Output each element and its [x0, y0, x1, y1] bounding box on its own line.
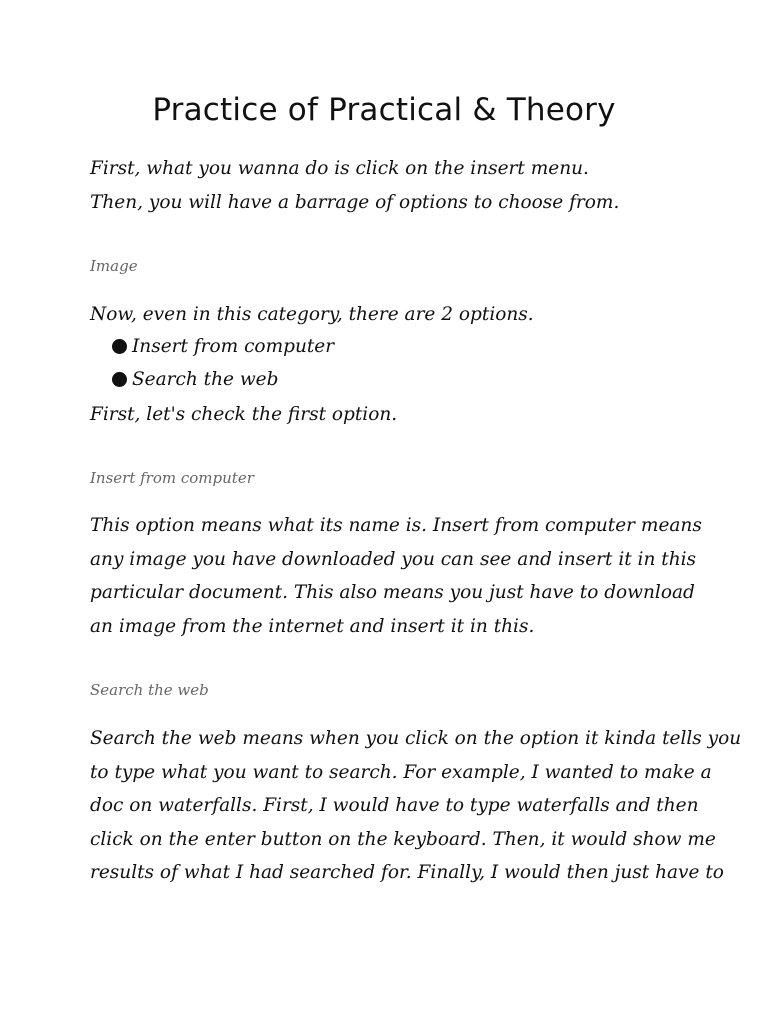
paragraph-line: results of what I had searched for. Finally, I would then just have to	[90, 862, 724, 884]
bullet-item	[112, 369, 278, 390]
paragraph-line: an image from the internet and insert it in this.	[90, 615, 535, 637]
section-heading-insert-from-computer: Insert from computer	[90, 469, 254, 487]
section-heading-search-the-web: Search the web	[90, 681, 209, 699]
image-lead-paragraph: Now, even in this category, there are 2 options.	[90, 304, 534, 325]
paragraph-line: particular document. This also means you just have to download	[90, 582, 695, 604]
paragraph-line: to type what you want to search. For example, I wanted to make a	[90, 761, 712, 783]
bullet-item-label: Insert from computer	[132, 336, 335, 357]
bullet-item-label: Search the web	[132, 369, 279, 390]
image-after-paragraph: First, let's check the first option.	[90, 404, 398, 425]
paragraph-line: Search the web means when you click on the option it kinda tells you	[90, 728, 742, 749]
intro-line: First, what you wanna do is click on the insert menu.	[90, 158, 589, 179]
paragraph-line: click on the enter button on the keyboard. Then, it would show me	[90, 828, 716, 850]
page-title: Practice of Practical & Theory	[152, 92, 616, 128]
section-heading-image: Image	[90, 257, 138, 275]
intro-line: Then, you will have a barrage of options to choose from.	[90, 191, 620, 213]
paragraph-line: any image you have downloaded you can see and insert it in this	[90, 548, 697, 570]
paragraph-line: doc on waterfalls. First, I would have to type waterfalls and then	[90, 795, 699, 817]
paragraph-line: This option means what its name is. Insert from computer means	[90, 515, 702, 536]
bullet-item	[112, 336, 334, 357]
bullet-dot-icon	[112, 372, 127, 387]
intro-paragraph	[90, 152, 690, 219]
bullet-dot-icon	[112, 339, 127, 354]
search-the-web-paragraph	[90, 722, 742, 890]
insert-from-computer-paragraph	[90, 509, 702, 643]
